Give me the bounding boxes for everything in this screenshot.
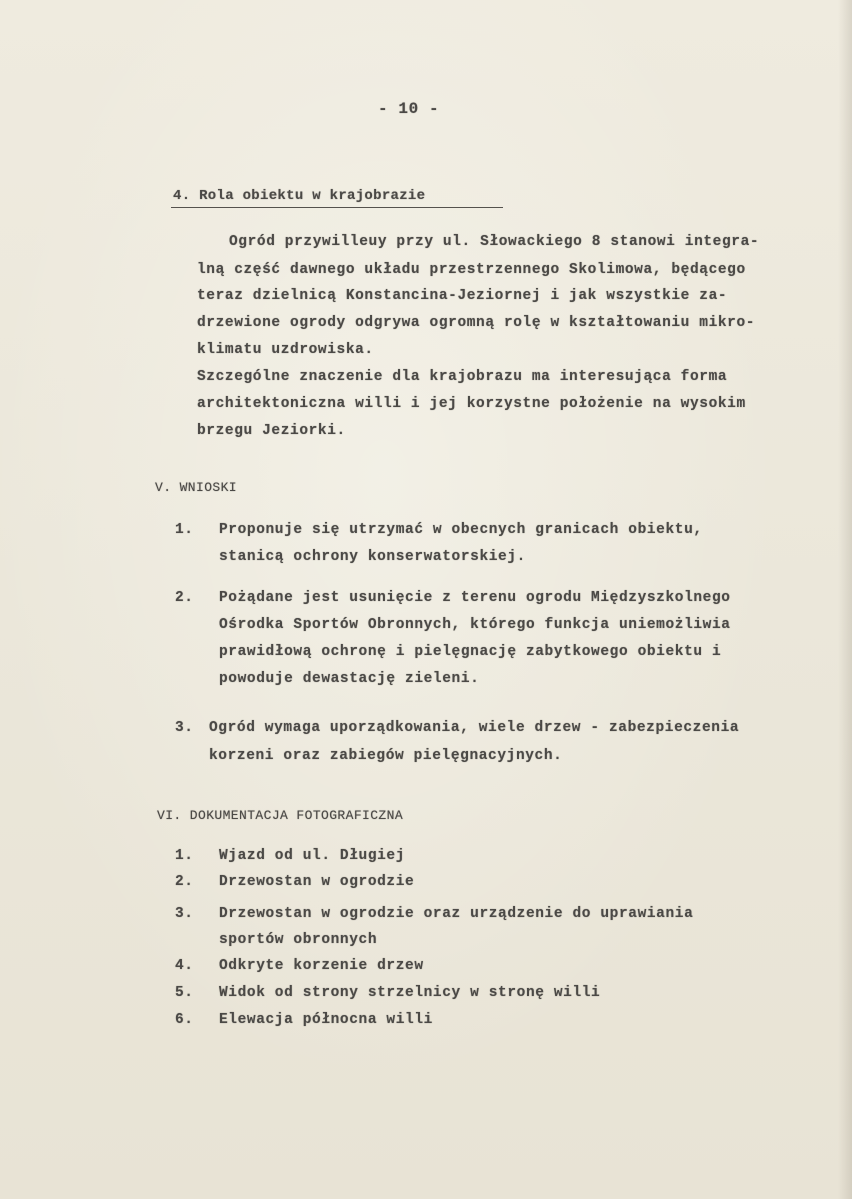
section-4-paragraph-line: klimatu uzdrowiska. <box>197 342 374 358</box>
section-6-item-number: 4. <box>175 958 194 974</box>
section-4-heading-underline <box>171 207 503 208</box>
section-6-item-line: Odkryte korzenie drzew <box>219 958 424 974</box>
section-6-item-line: Drzewostan w ogrodzie oraz urządzenie do uprawiania <box>219 906 694 922</box>
section-5-item-line: Ogród wymaga uporządkowania, wiele drzew - zabezpieczenia <box>209 720 740 736</box>
section-6-item-number: 6. <box>175 1012 194 1028</box>
section-5-item-line: stanicą ochrony konserwatorskiej. <box>219 549 526 565</box>
section-4-paragraph-line: teraz dzielnicą Konstancina-Jeziornej i jak wszystkie za- <box>197 288 728 304</box>
section-4-paragraph-line: lną część dawnego układu przestrzennego Skolimowa, będącego <box>197 262 746 278</box>
page-edge-shadow <box>838 0 852 1199</box>
section-6-item-line: Widok od strony strzelnicy w stronę willi <box>219 985 601 1001</box>
section-5-item-number: 1. <box>175 522 194 538</box>
section-6-item-line: Drzewostan w ogrodzie <box>219 874 415 890</box>
page-number: - 10 - <box>378 100 440 118</box>
section-5-heading: V. WNIOSKI <box>155 480 238 495</box>
section-5-item-number: 2. <box>175 590 194 606</box>
section-4-paragraph-line: brzegu Jeziorki. <box>197 423 346 439</box>
section-6-item-number: 2. <box>175 874 194 890</box>
section-5-item-line: Ośrodka Sportów Obronnych, którego funkcja uniemożliwia <box>219 617 731 633</box>
section-4-paragraph-line: Szczególne znaczenie dla krajobrazu ma interesująca forma <box>197 369 728 385</box>
section-5-item-line: Pożądane jest usunięcie z terenu ogrodu Międzyszkolnego <box>219 590 731 606</box>
section-5-item-line: korzeni oraz zabiegów pielęgnacyjnych. <box>209 748 563 764</box>
section-6-item-line: sportów obronnych <box>219 932 378 948</box>
section-6-heading: VI. DOKUMENTACJA FOTOGRAFICZNA <box>157 808 404 823</box>
section-6-item-line: Elewacja północna willi <box>219 1012 433 1028</box>
section-6-item-number: 5. <box>175 985 194 1001</box>
section-5-item-number: 3. <box>175 720 194 736</box>
section-4-paragraph-line: drzewione ogrody odgrywa ogromną rolę w kształtowaniu mikro- <box>197 315 756 331</box>
section-6-item-line: Wjazd od ul. Długiej <box>219 848 406 864</box>
section-5-item-line: Proponuje się utrzymać w obecnych granicach obiektu, <box>219 522 703 538</box>
section-5-item-line: prawidłową ochronę i pielęgnację zabytkowego obiektu i <box>219 644 722 660</box>
section-6-item-number: 1. <box>175 848 194 864</box>
section-4-paragraph-line: Ogród przywilleuy przy ul. Słowackiego 8 stanowi integra- <box>229 234 760 250</box>
section-4-paragraph-line: architektoniczna willi i jej korzystne położenie na wysokim <box>197 396 746 412</box>
section-5-item-line: powoduje dewastację zieleni. <box>219 671 480 687</box>
section-6-item-number: 3. <box>175 906 194 922</box>
section-4-heading: 4. Rola obiektu w krajobrazie <box>173 188 426 204</box>
